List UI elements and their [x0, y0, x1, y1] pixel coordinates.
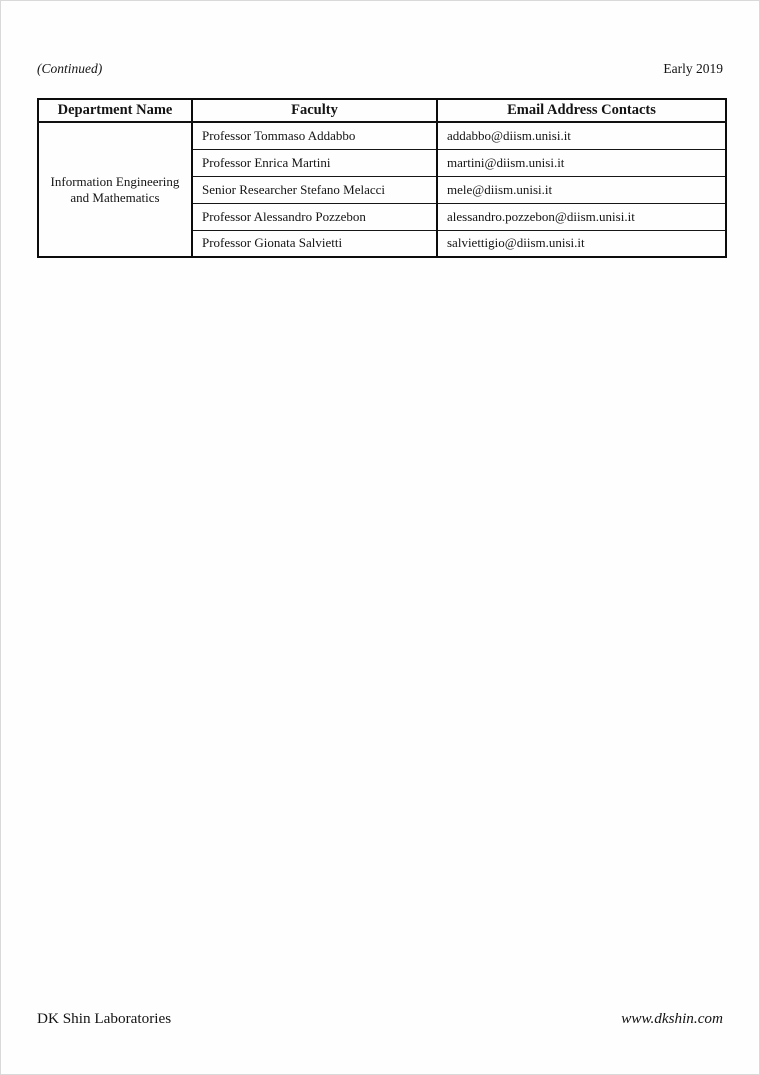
continued-label: (Continued) [37, 61, 103, 76]
faculty-cell: Senior Researcher Stefano Melacci [192, 176, 437, 203]
faculty-cell: Professor Tommaso Addabbo [192, 122, 437, 149]
email-cell: salviettigio@diism.unisi.it [437, 230, 726, 257]
footer-company-label: DK Shin Laboratories [37, 1010, 172, 1027]
email-cell: alessandro.pozzebon@diism.unisi.it [437, 203, 726, 230]
email-cell: mele@diism.unisi.it [437, 176, 726, 203]
col-header-email: Email Address Contacts [437, 99, 726, 122]
faculty-contacts-table [37, 98, 727, 258]
faculty-cell: Professor Gionata Salvietti [192, 230, 437, 257]
page-footer [37, 1010, 723, 1028]
department-name-cell: Information Engineering and Mathematics [38, 122, 192, 257]
faculty-cell: Professor Enrica Martini [192, 149, 437, 176]
footer-website-label: www.dkshin.com [621, 1010, 723, 1027]
email-cell: martini@diism.unisi.it [437, 149, 726, 176]
col-header-faculty: Faculty [192, 99, 437, 122]
table-header-row [38, 99, 726, 122]
table-row [38, 122, 726, 149]
col-header-department: Department Name [38, 99, 192, 122]
date-label: Early 2019 [663, 61, 723, 76]
page-header-line [37, 61, 723, 77]
faculty-cell: Professor Alessandro Pozzebon [192, 203, 437, 230]
email-cell: addabbo@diism.unisi.it [437, 122, 726, 149]
